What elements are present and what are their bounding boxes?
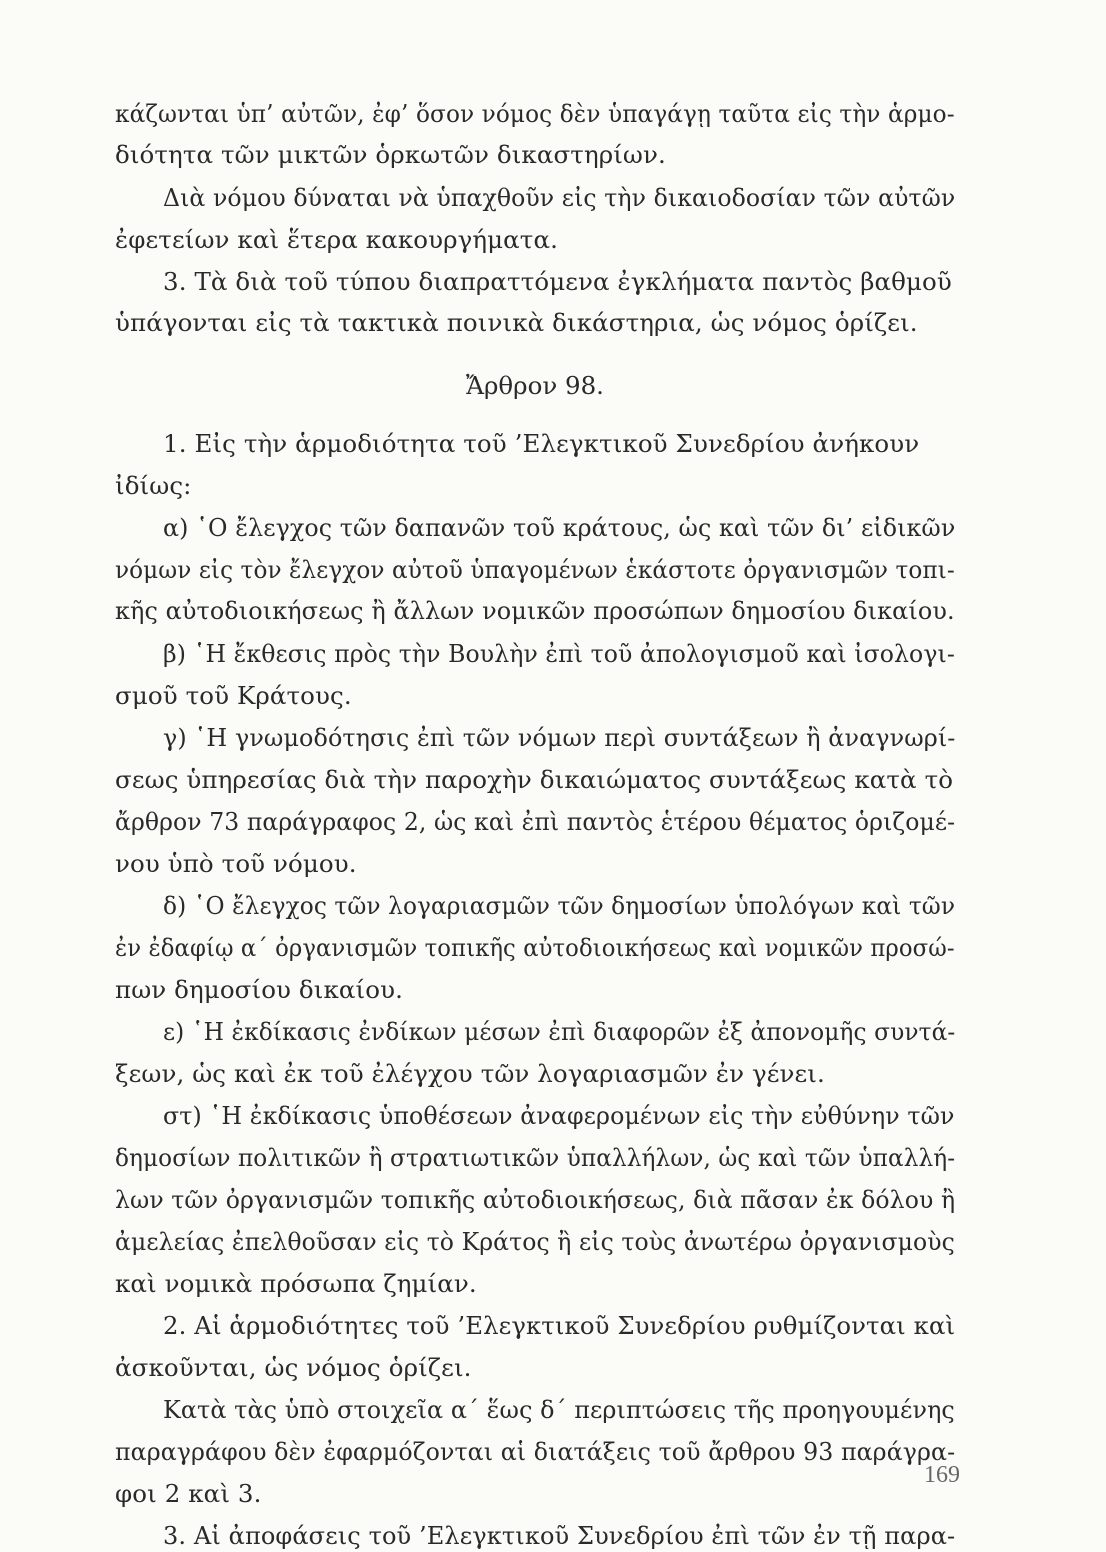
text-line: πων δημοσίου δικαίου.	[115, 975, 403, 1004]
text-line: ε) ῾Η ἐκδίκασις ἐνδίκων μέσων ἐπὶ διαφορῶν ἐξ ἀπονομῆς συντά-	[163, 1017, 956, 1046]
text-line: ἐφετείων καὶ ἕτερα κακουργήματα.	[115, 225, 558, 254]
text-line: ἄρθρον 73 παράγραφος 2, ὡς καὶ ἐπὶ παντὸς ἑτέρου θέματος ὁριζομέ-	[115, 807, 956, 836]
text-line: λων τῶν ὀργανισμῶν τοπικῆς αὐτοδιοικήσεως, διὰ πᾶσαν ἐκ δόλου ἢ	[115, 1185, 956, 1214]
text-line: γ) ῾Η γνωμοδότησις ἐπὶ τῶν νόμων περὶ συντάξεων ἢ ἀναγνωρί-	[163, 723, 956, 752]
text-line: σεως ὑπηρεσίας διὰ τὴν παροχὴν δικαιώματος συντάξεως κατὰ τὸ	[115, 765, 954, 794]
text-line: ἰδίως:	[115, 471, 192, 500]
text-line: 3. Τὰ διὰ τοῦ τύπου διαπραττόμενα ἐγκλήματα παντὸς βαθμοῦ	[163, 267, 952, 296]
text-line: 2. Αἱ ἁρμοδιότητες τοῦ ’Ελεγκτικοῦ Συνεδρίου ρυθμίζονται καὶ	[163, 1311, 956, 1340]
text-line: ἀσκοῦνται, ὡς νόμος ὁρίζει.	[115, 1353, 472, 1382]
text-line: Διὰ νόμου δύναται νὰ ὑπαχθοῦν εἰς τὴν δικαιοδοσίαν τῶν αὐτῶν	[163, 183, 956, 212]
text-line: κῆς αὐτοδιοικήσεως ἢ ἄλλων νομικῶν προσώπων δημοσίου δικαίου.	[115, 596, 955, 625]
text-line: σμοῦ τοῦ Κράτους.	[115, 681, 352, 710]
text-line: δ) ῾Ο ἔλεγχος τῶν λογαριασμῶν τῶν δημοσίων ὑπολόγων καὶ τῶν	[163, 891, 956, 920]
text-line: ἀμελείας ἐπελθοῦσαν εἰς τὸ Κράτος ἢ εἰς τοὺς ἀνωτέρω ὀργανισμοὺς	[115, 1227, 955, 1256]
text-line: 3. Αἱ ἀποφάσεις τοῦ ’Ελεγκτικοῦ Συνεδρίου ἐπὶ τῶν ἐν τῇ παρα-	[163, 1521, 956, 1550]
text-line: ἐν ἐδαφίῳ α΄ ὀργανισμῶν τοπικῆς αὐτοδιοικήσεως καὶ νομικῶν προσώ-	[115, 933, 955, 962]
text-line: δημοσίων πολιτικῶν ἢ στρατιωτικῶν ὑπαλλήλων, ὡς καὶ τῶν ὑπαλλή-	[115, 1143, 956, 1172]
text-line: νου ὑπὸ τοῦ νόμου.	[115, 849, 357, 878]
text-line: στ) ῾Η ἐκδίκασις ὑποθέσεων ἀναφερομένων εἰς τὴν εὐθύνην τῶν	[163, 1101, 955, 1130]
text-line: ξεων, ὡς καὶ ἐκ τοῦ ἐλέγχου τῶν λογαριασμῶν ἐν γένει.	[115, 1059, 825, 1088]
text-line: 1. Εἰς τὴν ἁρμοδιότητα τοῦ ’Ελεγκτικοῦ Συνεδρίου ἀνήκουν	[163, 429, 920, 458]
page-number: 169	[924, 1462, 960, 1488]
text-line: β) ῾Η ἔκθεσις πρὸς τὴν Βουλὴν ἐπὶ τοῦ ἀπολογισμοῦ καὶ ἰσολογι-	[163, 639, 955, 668]
text-line: νόμων εἰς τὸν ἔλεγχον αὐτοῦ ὑπαγομένων ἑκάστοτε ὀργανισμῶν τοπι-	[115, 555, 955, 584]
text-line: α) ῾Ο ἔλεγχος τῶν δαπανῶν τοῦ κράτους, ὡς καὶ τῶν δι’ εἰδικῶν	[163, 513, 956, 542]
article-heading: Ἄρθρον 98.	[466, 371, 604, 400]
text-line: φοι 2 καὶ 3.	[115, 1479, 262, 1508]
text-line: κάζωνται ὑπ’ αὐτῶν, ἐφ’ ὅσον νόμος δὲν ὑπαγάγῃ ταῦτα εἰς τὴν ἁρμο-	[115, 99, 955, 128]
text-line: παραγράφου δὲν ἐφαρμόζονται αἱ διατάξεις τοῦ ἄρθρου 93 παράγρα-	[115, 1437, 956, 1466]
text-line: Κατὰ τὰς ὑπὸ στοιχεῖα α΄ ἕως δ΄ περιπτώσεις τῆς προηγουμένης	[163, 1395, 955, 1424]
text-line: διότητα τῶν μικτῶν ὁρκωτῶν δικαστηρίων.	[115, 140, 666, 169]
text-line: καὶ νομικὰ πρόσωπα ζημίαν.	[115, 1269, 477, 1298]
text-line: ὑπάγονται εἰς τὰ τακτικὰ ποινικὰ δικάστηρια, ὡς νόμος ὁρίζει.	[115, 308, 918, 337]
